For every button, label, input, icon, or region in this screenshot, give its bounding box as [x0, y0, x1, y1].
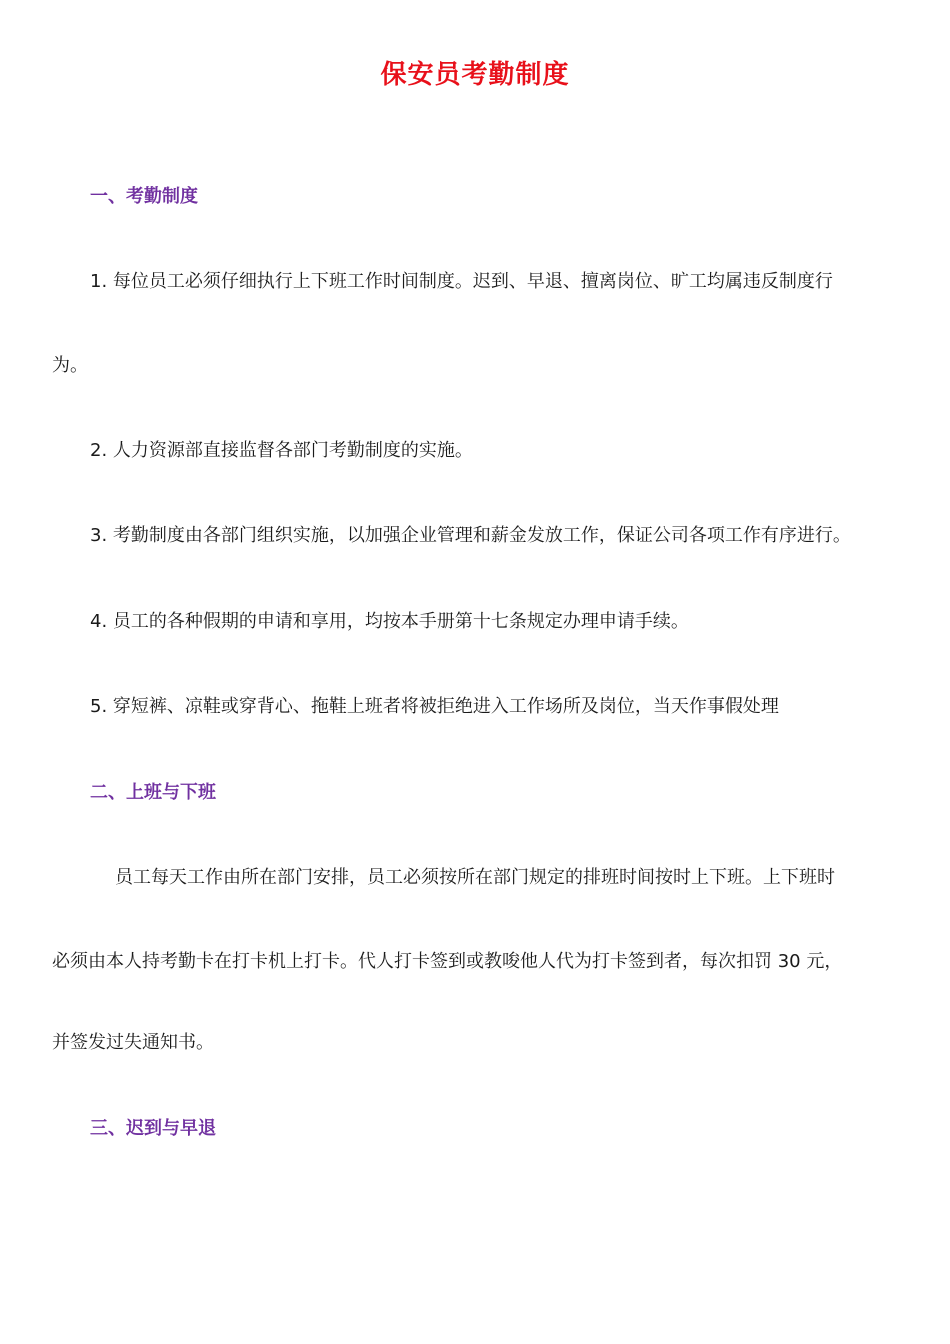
- clause-1-line-2: 为。: [52, 355, 88, 376]
- clause-4: 4. 员工的各种假期的申请和享用，均按本手册第十七条规定办理申请手续。: [90, 611, 689, 632]
- section-heading-work-hours: 二、上班与下班: [90, 782, 216, 803]
- clause-2: 2. 人力资源部直接监督各部门考勤制度的实施。: [90, 440, 473, 461]
- clause-1-line-1: 1. 每位员工必须仔细执行上下班工作时间制度。迟到、早退、擅离岗位、旷工均属违反制度行: [90, 271, 833, 292]
- clause-3: 3. 考勤制度由各部门组织实施，以加强企业管理和薪金发放工作，保证公司各项工作有序进行。: [90, 525, 851, 546]
- work-hours-line-1: 员工每天工作由所在部门安排，员工必须按所在部门规定的排班时间按时上下班。上下班时: [115, 867, 835, 888]
- work-hours-line-2: 必须由本人持考勤卡在打卡机上打卡。代人打卡签到或教唆他人代为打卡签到者，每次扣罚 30 元，: [52, 951, 843, 972]
- document-title: 保安员考勤制度: [380, 60, 570, 90]
- section-heading-late-early-leave: 三、迟到与早退: [90, 1118, 216, 1139]
- work-hours-line-3: 并签发过失通知书。: [52, 1032, 214, 1053]
- clause-5: 5. 穿短裤、凉鞋或穿背心、拖鞋上班者将被拒绝进入工作场所及岗位，当天作事假处理: [90, 696, 779, 717]
- section-heading-attendance-system: 一、考勤制度: [90, 186, 198, 207]
